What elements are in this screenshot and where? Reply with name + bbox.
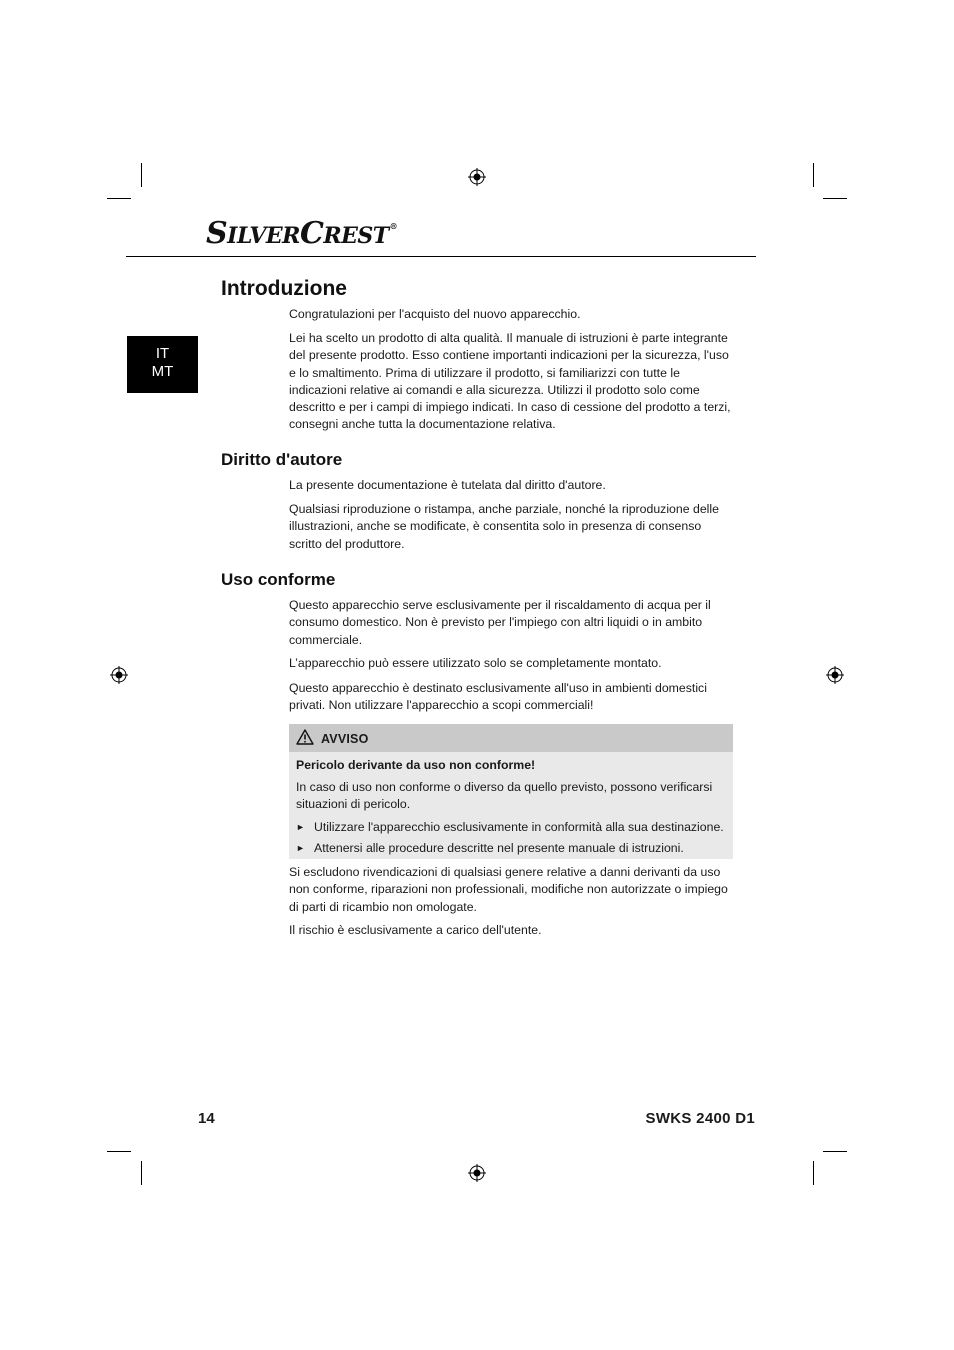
- language-tab: [127, 336, 198, 393]
- crop-mark: [823, 1151, 847, 1152]
- section-title-intended-use: Uso conforme: [221, 570, 336, 589]
- paragraph: Questo apparecchio è destinato esclusivamente all'uso in ambienti domestici privati. Non utilizzare l'apparecchio a scopi commerciali!: [289, 681, 707, 713]
- paragraph: L’apparecchio può essere utilizzato solo se completamente montato.: [289, 656, 662, 670]
- crop-mark: [107, 198, 131, 199]
- bullet-text: Utilizzare l'apparecchio esclusivamente in conformità alla sua destinazione.: [314, 820, 724, 834]
- bullet-text: Attenersi alle procedure descritte nel presente manuale di istruzioni.: [314, 841, 684, 855]
- paragraph: La presente documentazione è tutelata dal diritto d'autore.: [289, 478, 606, 492]
- crop-mark: [813, 163, 814, 187]
- language-code: MT: [151, 363, 174, 380]
- crop-mark: [141, 1161, 142, 1185]
- paragraph: Congratulazioni per l'acquisto del nuovo apparecchio.: [289, 307, 581, 321]
- warning-text: In caso di uso non conforme o diverso da quello previsto, possono verificarsi situazioni di pericolo.: [296, 780, 713, 812]
- crop-mark: [823, 198, 847, 199]
- section-title-intro: Introduzione: [221, 277, 347, 300]
- warning-label: AVVISO: [321, 732, 369, 746]
- warning-title: Pericolo derivante da uso non conforme!: [296, 758, 536, 772]
- registration-mark-icon: [468, 1164, 486, 1182]
- model-number: SWKS 2400 D1: [645, 1110, 755, 1127]
- paragraph: Si escludono rivendicazioni di qualsiasi genere relative a danni derivanti da uso non conforme, riparazioni non professionali, modifiche non autorizzate o impiego di parti di ricambio non omologate.: [289, 865, 728, 914]
- paragraph: Qualsiasi riproduzione o ristampa, anche parziale, nonché la riproduzione delle illustrazioni, anche se modificate, è consentita solo in presenza di consenso scritto del produttore.: [289, 502, 719, 551]
- section-title-copyright: Diritto d'autore: [221, 450, 343, 469]
- paragraph: Lei ha scelto un prodotto di alta qualità. Il manuale di istruzioni è parte integrante del presente prodotto. Esso contiene importanti indicazioni per la sicurezza, l'uso e lo smaltimento. Prima di utilizzare il prodotto, si familiarizzi con tutte le indicazioni relative ai comandi e alla sicurezza. Utilizzi il prodotto solo come descritto e per i campi di impiego indicati. In caso di cessione del prodotto a terzi, consegni anche tutta la documentazione relativa.: [289, 331, 731, 432]
- crop-mark: [141, 163, 142, 187]
- language-code: IT: [155, 345, 170, 362]
- warning-triangle-icon: [296, 729, 314, 745]
- warning-box: [289, 724, 733, 859]
- bullet-arrow-icon: ►: [296, 843, 305, 853]
- warning-header: [289, 724, 733, 752]
- registration-mark-icon: [826, 666, 844, 684]
- paragraph: Questo apparecchio serve esclusivamente per il riscaldamento di acqua per il consumo domestico. Non è previsto per l'impiego con altri liquidi o in ambito commerciale.: [289, 598, 711, 647]
- paragraph: Il rischio è esclusivamente a carico dell'utente.: [289, 923, 542, 937]
- registration-mark-icon: [110, 666, 128, 684]
- brand-logo: SILVERCREST®: [206, 216, 398, 251]
- page-number: 14: [198, 1110, 215, 1127]
- crop-mark: [107, 1151, 131, 1152]
- crop-mark: [813, 1161, 814, 1185]
- bullet-arrow-icon: ►: [296, 822, 305, 832]
- registration-mark-icon: [468, 168, 486, 186]
- header-divider: [126, 256, 756, 257]
